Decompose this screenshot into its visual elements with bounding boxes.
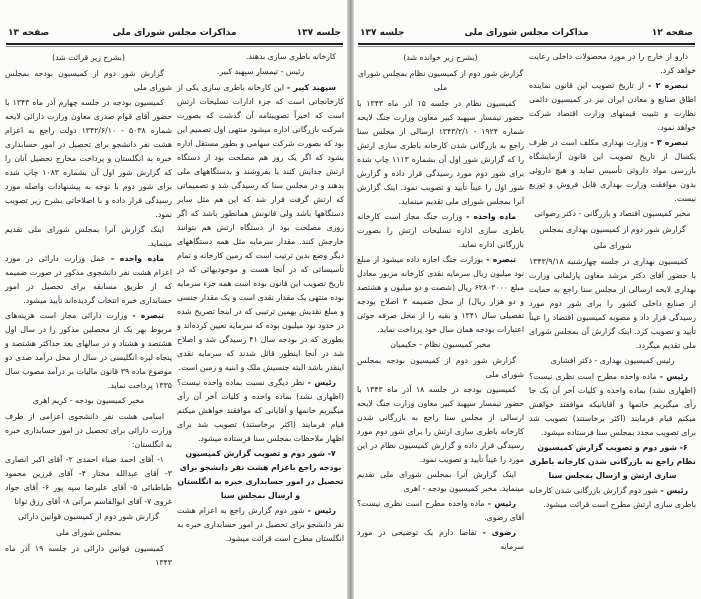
centered-line xyxy=(357,51,524,65)
speaker-label: رضوی - xyxy=(482,528,516,537)
paragraph-text: اسامی هشت نفر دانشجوی اعزامی از طرف وزارت دارائی برای تحصیل در امور حسابداری خبره به انگلستان: xyxy=(5,412,172,449)
paragraph-text: شور دوم گزارش راجع به اعزام هشت نفر دانشجو برای تحصیل در امور حسابداری خبره به انگلستان مطرح است قرائت میشود. xyxy=(177,506,344,543)
paragraph-text: گزارش شور دوم از کمیسیون بودجه بمجلس شورای ملی xyxy=(5,69,172,92)
paragraph xyxy=(529,255,696,353)
speaker-label: سپهبد کبیر - xyxy=(287,83,336,92)
speaker-label: تبصره - xyxy=(486,255,516,264)
paragraph-text: ۶- شور دوم و تصویب گزارش کمیسیون نظام راجع به بازرگانی شدن کارخانه باطری سازی ارتش و ارسال بمجلس سنا xyxy=(529,443,696,480)
section-heading xyxy=(177,447,344,503)
paragraph xyxy=(357,97,524,209)
speaker-label: ماده واحده - xyxy=(110,254,164,263)
header-rule xyxy=(358,43,695,45)
paragraph-text: دارو از خارج را در مورد محصولات داخلی رعایت خواهد کرد. xyxy=(529,52,696,75)
paragraph xyxy=(357,210,524,252)
paragraph-text: شور دوم گزارش بازرگانی شدن کارخانه باطری سازی ارتش مطرح است قرائت میشود. xyxy=(529,486,696,509)
paragraph-text: اینک گزارش آنرا بمجلس شورای ملی تقدیم مینماید. xyxy=(5,225,172,248)
header-rule xyxy=(6,43,343,45)
page-header xyxy=(8,28,341,42)
centered-line xyxy=(529,354,696,368)
paragraph xyxy=(529,370,696,440)
header-title: مذاکرات مجلس شورای ملی xyxy=(464,28,589,38)
paragraph xyxy=(357,354,524,382)
paragraph xyxy=(357,526,524,554)
header-rule-thin xyxy=(358,46,695,47)
centered-line xyxy=(529,207,696,221)
centered-line xyxy=(177,65,344,79)
paragraph xyxy=(177,504,344,546)
centered-line xyxy=(5,394,172,408)
paragraph xyxy=(5,309,172,393)
header-title: مذاکرات مجلس شورای ملی xyxy=(112,28,237,38)
paragraph-text: کمیسیون بودجه در جلسه چهارم آذر ماه ۱۳۴۳ با حضور آقای قوام صدری معاون وزارت دارائی لایحه شماره ۵۰۳۸ - ۱۳۴۲/۶/۱۰ دولت راجع به اعزام هشت نفر دانشجو برای تحصیل در امور حسابداری خبره به انگلستان و پرداخت مخارج تحصیل آنان را که گزارش شور اول آن بشماره ۱۰۸۳ چاپ شده برای شور دوم با توجه به پیشنهادات واصله مورد رسیدگی قرار داده و با اصلاحاتی بشرح زیر تصویب نمود. xyxy=(5,98,172,219)
paragraph xyxy=(357,253,524,337)
speaker-label: رئیس - xyxy=(307,378,336,387)
speaker-label: رئیس - xyxy=(487,499,516,508)
paragraph xyxy=(357,383,524,467)
paragraph-text: ۷- شور دوم و تصویب گزارش کمیسیون بودجه راجع باعزام هشت نفر دانشجو برای تحصیل در امور حسابداری خبره به انگلستان و ارسال بمجلس سنا xyxy=(177,449,344,500)
speaker-label: رئیس - xyxy=(660,486,688,495)
paragraph-text: بوزارت جنگ اجازه داده میشود از مبلغ نود میلیون ریال سرمایه نقدی کارخانه مزبور معادل مبلغ ۶۲۸۰۲۰۰۰ ریال (شصت و دو میلیون و هشتصد و دو هزار ریال) از محل ضمیمه ۳ اصلاح بودجه تفصیلی سال ۱۳۴۱ و بقیه را از محل صرفه جوئی اعتبارات بودجه همان سال خود پرداخت نماید. xyxy=(357,255,524,334)
paragraph xyxy=(177,50,344,64)
centered-line xyxy=(357,338,524,352)
paragraph-text: ۱- آقای احمد ضیاء احمدی ۲- آقای اکبر انصاری ۳- آقای عبدالله مختار ۴- آقای فرزین محمود طباطبائی ۵- آقای علیرضا سپه پور ۶- آقای جواد غروی ۷- آقای ابوالقاسم مرآتی ۸- آقای رزق توانا xyxy=(5,455,172,506)
paragraph xyxy=(177,376,344,446)
section-heading xyxy=(529,441,696,483)
paragraph xyxy=(5,542,172,570)
paragraph xyxy=(5,410,172,452)
paragraph-text: رئیس کمیسیون بهداری - دکتر افشاری xyxy=(550,356,675,365)
page-13 xyxy=(0,0,349,599)
paragraph-text: این کارخانه باطری سازی یکی از کارخانجاتی است که جزء ادارات تسلیحات ارتش است که اخیراً تصویبنامه آن گذشت که بصورت شرکت بازرگانی اداره میشود منتهی اول تصمیم این بود که بصورت شرکت سهامی و بطور مستقل اداره بشود که اگر یک روز هم مصلحت بود از دستگاه ارتش جدایش کنند یا بفروشند و بدستگاههای ملی بدهند و در مجلس سنا که رسیدگی شد و تصمیماتی که ارتش گرفت قرار شد که این هم مثل سایر دستگاهها باشد ولی قانونش همانطور باشد که اگر روزی مصلحت بود از دستگاه ارتش هم بتوانند خارجش کنند. مقدار سرمایه مثل همه دستگاههای دیگر وضع بدین ترتیب است که زمین کارخانه و تمام تأسیساتی که در آنجا هست و موجودیهائی که در تاریخ تصویب این قانون بوده است همه جزء سرمایه بوده منتهی یک مقدار نقدی است و یک مقدار جنسی و مبلغ نقدیش بهمین ترتیبی که در اینجا تصریح شده در حدود نود میلیون بوده که سرمایه تعیین کرده‌اند و بطوری که در بودجه سال ۴۱ رسیدگی شد و اصلاح شد در آنجا اینطور قائل شدند که سرمایه نقدی اینقدر باشد البته جنسیش ملک و ابنیه و زمین است. xyxy=(177,83,345,372)
session-label: جلسه ۱۳۷ xyxy=(360,28,405,38)
paragraph-text: ماده واحده مطرح است نظری نیست؟ آقای رضوی. xyxy=(357,499,524,522)
paragraph-text: نظر دیگری نسبت بماده واحده نیست؟ (اظهاری نشد) بماده واحده و کلیات آخر آن رأی میگیریم خانمها و آقایانی که موافقند خواهش میکنم قیام فرمایند (اکثر برخاستند) تصویب شد برای اظهار ملاحظات بمجلس سنا فرستاده میشود. xyxy=(177,378,344,443)
paragraph xyxy=(5,223,172,251)
paragraph-text: گزارش شور دوم از کمیسیون قوانین دارائی xyxy=(18,512,159,521)
paragraph xyxy=(529,50,696,78)
paragraph-text: کمیسیون نظام در جلسه ۱۵ آذر ماه ۱۳۴۳ با حضور تیمسار سپهبد کبیر معاون وزارت جنگ لایحه شماره ۱۹۲۴ - ۱۳۴۳/۲/۱ ارسالی از مجلس سنا راجع به بازرگانی شدن کارخانه باطری سازی ارتش را که گزارش شور اول آن بشماره ۱۱۱۳ چاپ شده برای شور دوم مورد رسیدگی قرار داده و گزارش شور اول را عیناً تأیید و تصویب نمود. اینک گزارش آنرا بمجلس شورای ملی تقدیم مینماید. xyxy=(357,99,524,206)
session-label: جلسه ۱۳۷ xyxy=(296,28,341,38)
text-column-left xyxy=(357,50,524,555)
paragraph xyxy=(529,136,696,206)
paragraph-text: (بشرح زیر خوانده شد) xyxy=(403,53,478,62)
paragraph-text: وزارت جنگ مجاز است کارخانه باطری سازی اداره تسلیحات ارتش را بصورت بازرگانی اداره نماید. xyxy=(357,212,524,249)
paragraph-text: (بشرح زیر قرائت شد) xyxy=(52,53,125,62)
page-number: صفحه ۱۲ xyxy=(651,28,693,38)
centered-line xyxy=(529,239,696,253)
text-column-right xyxy=(529,50,696,513)
paragraph-text: تقاضا دارم یک توضیحی در مورد سرمایه xyxy=(357,528,524,551)
header-rule-thin xyxy=(6,46,343,47)
speaker-label: تبصره - xyxy=(132,311,164,320)
text-column-right xyxy=(177,50,344,547)
paragraph-text: گزارش شور دوم از کمیسیون بهداری بمجلس xyxy=(539,225,686,234)
paragraph-text: وزارت دارائی مجاز است هزینه‌های مربوط بهر یک از محصلین مذکور را در سال اول هشتصد و هشتاد و در سالهای بعد حداکثر هشتصد و پنجاه لیره انگلیسی در سال از محل درآمد صدی دو موضوع ماده ۳۹ قانون مالیات بر درآمد مصوب سال ۱۳۳۵ پرداخت نماید. xyxy=(5,311,172,390)
paragraph-text: رئیس - تیمسار سپهبد کبیر. xyxy=(216,67,305,76)
speaker-label: تبصره ۲ - xyxy=(648,81,689,90)
speaker-label: ماده واحده - xyxy=(466,212,516,221)
centered-line xyxy=(5,526,172,540)
paragraph-text: کمیسیون قوانین دارائی در جلسه ۱۹ آذر ماه ۱۳۴۳ xyxy=(5,544,172,567)
paragraph-text: کمیسیون بهداری در جلسه چهارشنبه ۱۳۴۳/۹/۱۸ با حضور آقای دکتر مرشد معاون پارلمانی وزارت بهداری لایحه ارسالی از مجلس سنا راجع به حمایت از صنایع داخلی کشور را برای شور دوم مورد رسیدگی قرار داد و مصوبه کمیسیون اقتصاد را عیناً تأیید و تصویب کرد. اینک گزارش آن بمجلس شورای ملی تقدیم میگردد. xyxy=(529,257,696,350)
paragraph-text: شورای ملی xyxy=(593,241,632,250)
paragraph xyxy=(5,252,172,308)
centered-line xyxy=(357,67,524,95)
paragraph xyxy=(5,67,172,95)
paragraph-text: مخبر کمیسیون بودجه - کریم اهری xyxy=(32,396,145,405)
paragraph-text: از تاریخ تصویب این قانون نماینده اطاق صنایع و معادن ایران نیز در کمیسیون دائمی نظارت و تثبیت قیمتهای وزارت اقتصاد شرکت خواهد نمود. xyxy=(529,81,696,132)
paragraph xyxy=(177,81,344,375)
paragraph-text: گزارش شور دوم از کمیسیون بودجه بمجلس شورای ملی xyxy=(357,356,524,379)
paragraph-text: عمل وزارت دارائی در مورد اعزام هشت نفر دانشجوی مذکور در صورت ضمیمه که از طریق مسابقه برای تحصیل در امور حسابداری خبره انتخاب گردیده‌اند تأیید میشود. xyxy=(5,254,172,305)
centered-line xyxy=(5,51,172,65)
centered-line xyxy=(5,510,172,524)
page-number: صفحه ۱۳ xyxy=(8,28,50,38)
text-column-left xyxy=(5,50,172,571)
paragraph-text: کارخانه باطری سازی بدهند. xyxy=(245,52,336,61)
page-12 xyxy=(352,0,701,599)
paragraph-text: مخبر کمیسیون نظام - حکیمیان xyxy=(390,340,491,349)
paragraph-text: مخبر کمیسیون اقتصاد و بازرگانی - دکتر رضوانی xyxy=(534,209,691,218)
paragraph-text: بمجلس شورای ملی xyxy=(55,528,122,537)
paragraph-text: وزارت بهداری مکلف است در ظرف یکسال از تاریخ تصویب این قانون آزمایشگاه بازرسی مواد داروئی تأسیس نماید و هیچ داروئی بدون موافقت وزارت بهداری قابل فروش و توزیع نیست. xyxy=(529,138,696,203)
speaker-label: رئیس - xyxy=(307,506,336,515)
paragraph-text: اینک گزارش آنرا بمجلس شورای ملی تقدیم مینماید. مخبر کمیسیون بودجه - اهری xyxy=(357,470,524,493)
paragraph xyxy=(5,96,172,222)
paragraph xyxy=(5,453,172,509)
speaker-label: رئیس - xyxy=(659,372,688,381)
paragraph-text: گزارش شور دوم از کمیسیون نظام بمجلس شورای ملی xyxy=(357,69,524,92)
paragraph-text: کمیسیون بودجه در جلسه ۱۸ آذر ماه ۱۳۴۳ با حضور تیمسار سپهبد کبیر معاون وزارت جنگ لایحه ارسالی از مجلس سنا راجع به بازرگانی شدن کارخانه باطری سازی ارتش را برای شور دوم مورد رسیدگی قرار داده و گزارش کمیسیون نظام در این مورد را عیناً تأیید و تصویب نمود. xyxy=(357,385,524,464)
book-gutter xyxy=(347,0,354,599)
paragraph xyxy=(357,468,524,496)
speaker-label: تبصره ۳ - xyxy=(650,138,688,147)
paragraph xyxy=(529,484,696,512)
paragraph xyxy=(529,79,696,135)
centered-line xyxy=(529,223,696,237)
page-header xyxy=(360,28,693,42)
paragraph-text: ماده واحده مطرح است نظری نیست؟ (اظهاری نشد) بماده واحده و کلیات آخر آن یک جا رأی میگیریم خانمها و آقایانیکه موافقند خواهش میکنم قیام فرمایند (اکثر برخاستند) تصویب شد برای تصویب مجدد بمجلس سنا فرستاده میشود. xyxy=(529,372,696,437)
paragraph xyxy=(357,497,524,525)
